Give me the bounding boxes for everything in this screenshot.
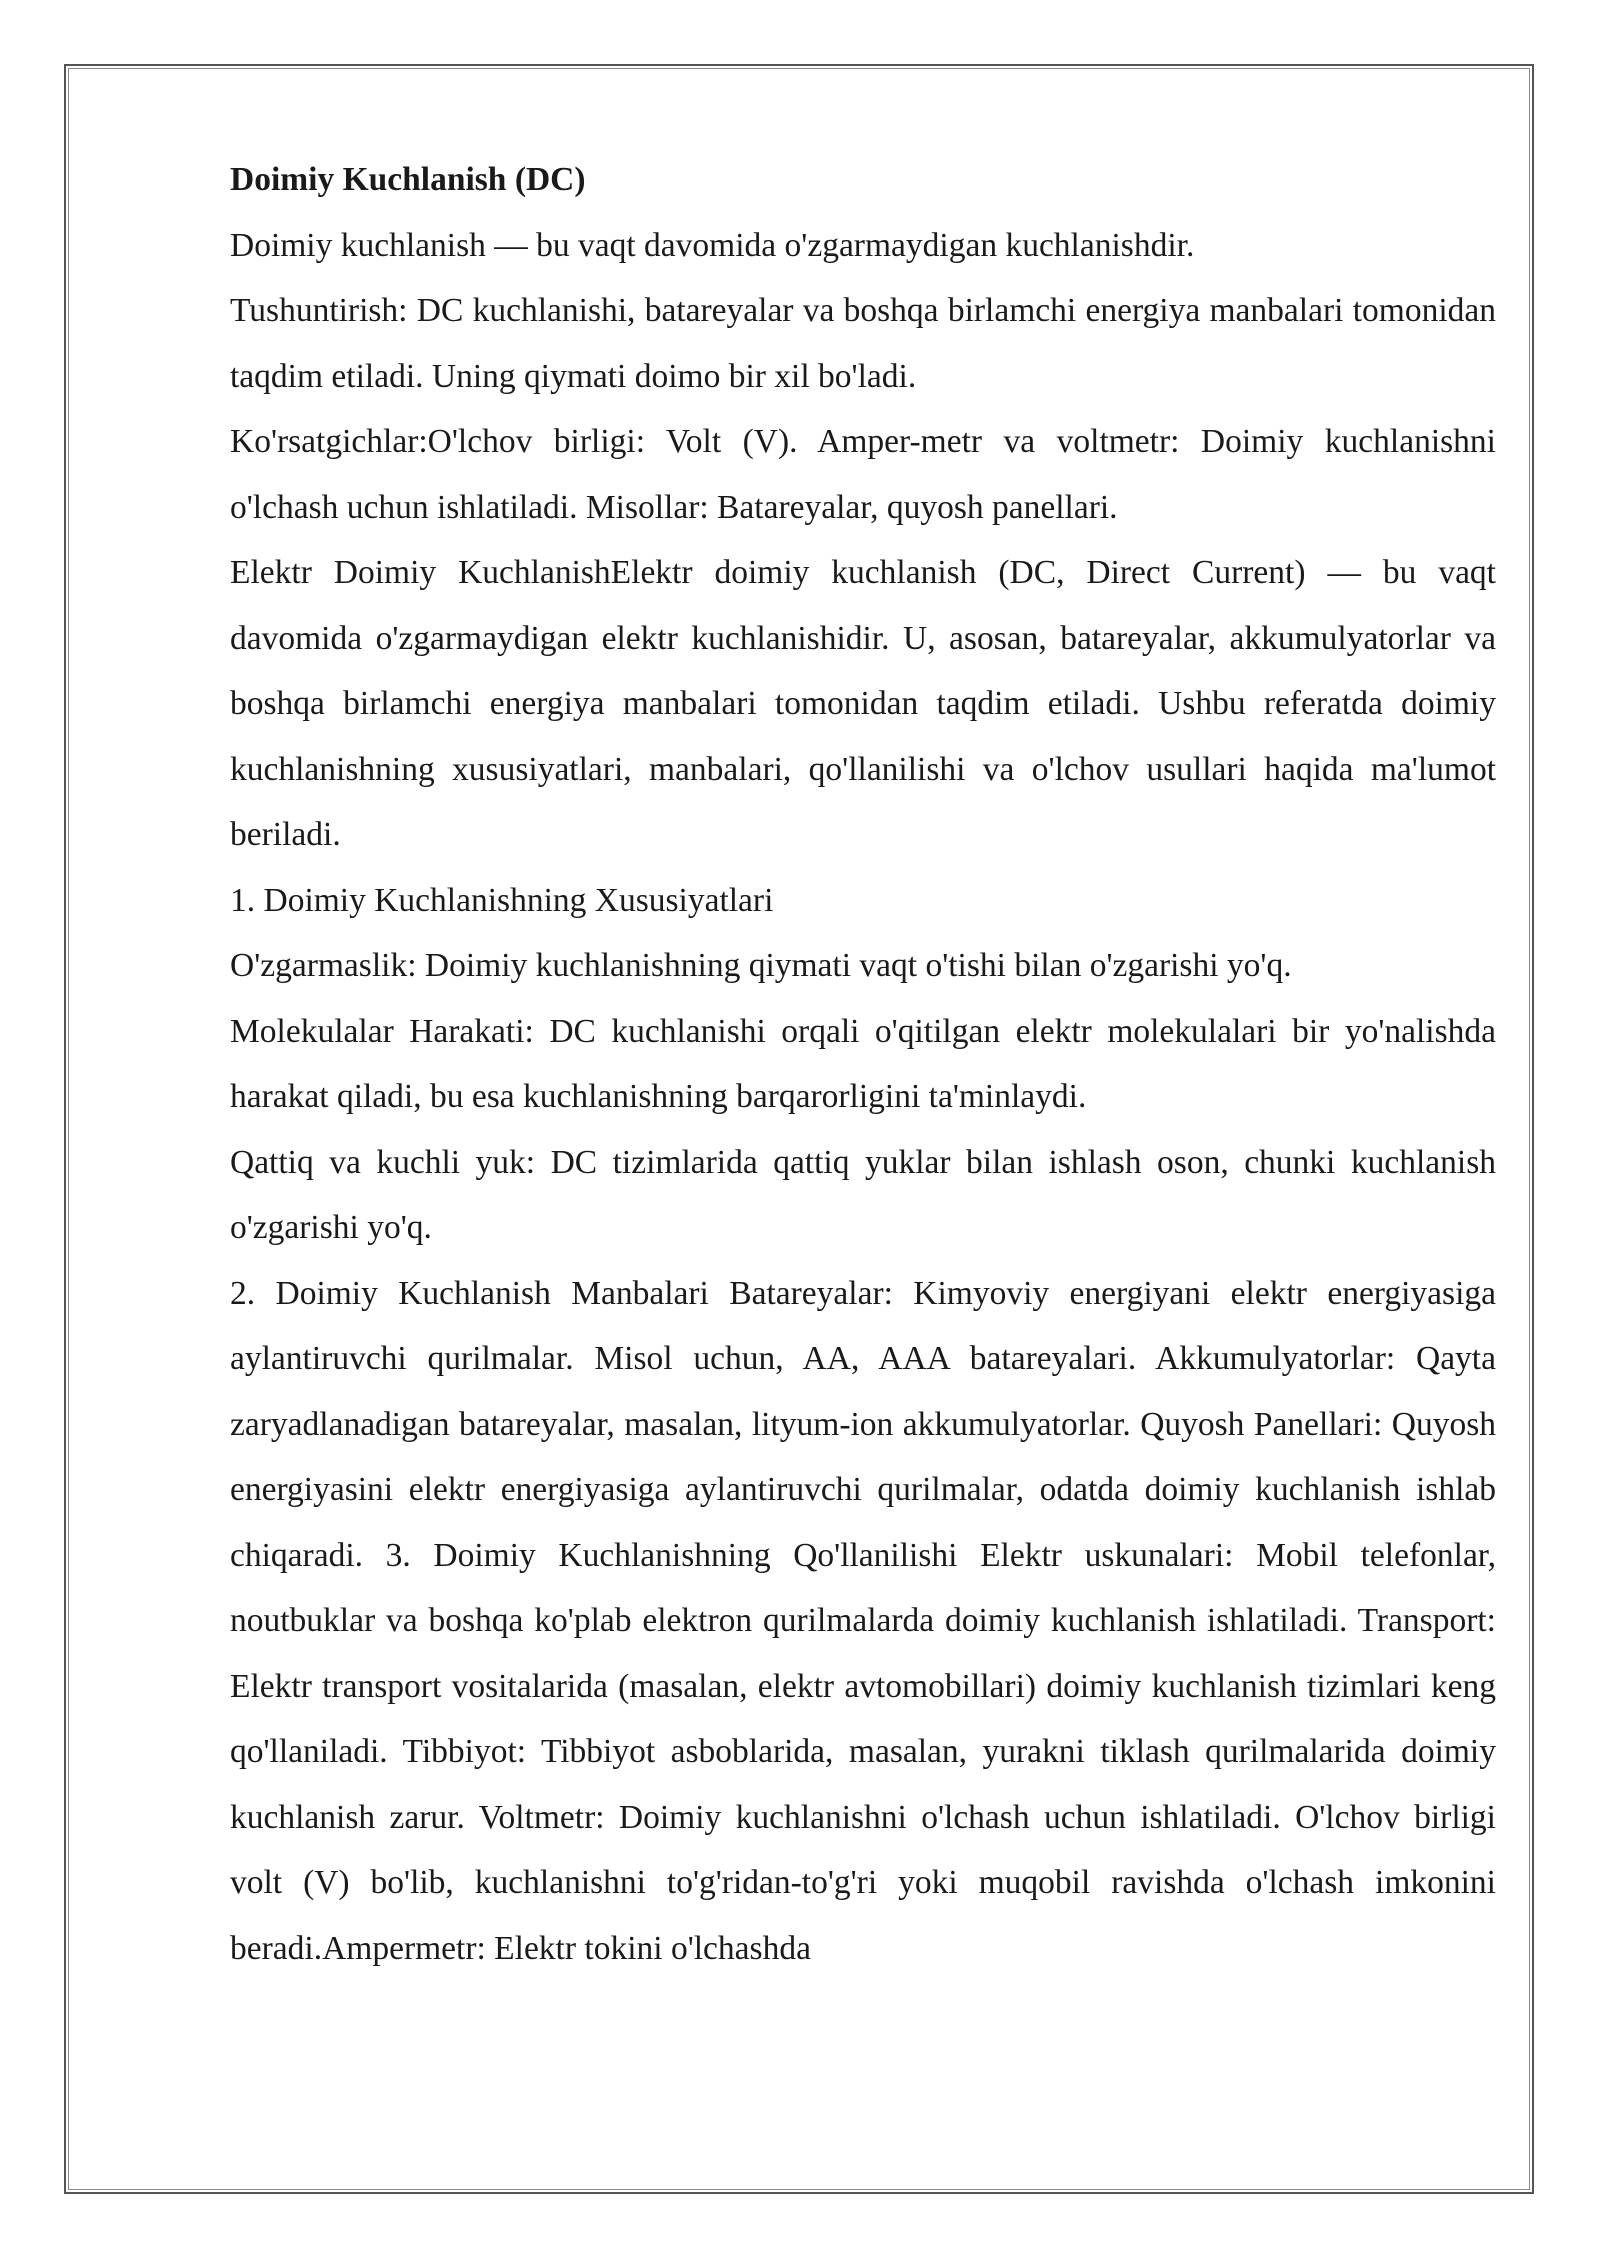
paragraph-explanation: Tushuntirish: DC kuchlanishi, batareyalar va boshqa birlamchi energiya manbalari tomonidan taqdim etiladi. Uning qiymati doimo bir xil bo'ladi. <box>230 292 1496 395</box>
section-heading-properties: 1. Doimiy Kuchlanishning Xususiyatlari <box>230 881 774 919</box>
paragraph-introduction: Elektr Doimiy KuchlanishElektr doimiy kuchlanish (DC, Direct Current) — bu vaqt davomida o'zgarmaydigan elektr kuchlanishidir. U, asosan, batareyalar, akkumulyatorlar va boshqa birlamchi energiya manbalari tomonidan taqdim etiladi. Ushbu referatda doimiy kuchlanishning xususiyatlari, manbalari, qo'llanilishi va o'lchov usullari haqida ma'lumot beriladi. <box>230 554 1496 853</box>
paragraph-load: Qattiq va kuchli yuk: DC tizimlarida qattiq yuklar bilan ishlash oson, chunki kuchlanish o'zgarishi yo'q. <box>230 1143 1496 1246</box>
paragraph-indicators: Ko'rsatgichlar:O'lchov birligi: Volt (V). Amper-metr va voltmetr: Doimiy kuchlanishni o'lchash uchun ishlatiladi. Misollar: Batareyalar, quyosh panellari. <box>230 423 1496 526</box>
paragraph-constancy: O'zgarmaslik: Doimiy kuchlanishning qiymati vaqt o'tishi bilan o'zgarishi yo'q. <box>230 947 1292 984</box>
paragraph-molecules: Molekulalar Harakati: DC kuchlanishi orqali o'qitilgan elektr molekulalari bir yo'nalishda harakat qiladi, bu esa kuchlanishning barqarorligini ta'minlaydi. <box>230 1012 1496 1115</box>
paragraph-sources-and-applications: 2. Doimiy Kuchlanish Manbalari Batareyalar: Kimyoviy energiyani elektr energiyasiga aylantiruvchi qurilmalar. Misol uchun, AA, AAA batareyalari. Akkumulyatorlar: Qayta zaryadlanadigan batareyalar, masalan, lityum-ion akkumulyatorlar. Quyosh Panellari: Quyosh energiyasini elektr energiyasiga aylantiruvchi qurilmalar, odatda doimiy kuchlanish ishlab chiqaradi. 3. Doimiy Kuchlanishning Qo'llanilishi Elektr uskunalari: Mobil telefonlar, noutbuklar va boshqa ko'plab elektron qurilmalarda doimiy kuchlanish ishlatiladi. Transport: Elektr transport vositalarida (masalan, elektr avtomobillari) doimiy kuchlanish tizimlari keng qo'llaniladi. Tibbiyot: Tibbiyot asboblarida, masalan, yurakni tiklash qurilmalarida doimiy kuchlanish zarur. Voltmetr: Doimiy kuchlanishni o'lchash uchun ishlatiladi. O'lchov birligi volt (V) bo'lib, kuchlanishni to'g'ridan-to'g'ri yoki muqobil ravishda o'lchash imkonini beradi.Ampermetr: Elektr tokini o'lchashda <box>230 1274 1496 1967</box>
paragraph-definition: Doimiy kuchlanish — bu vaqt davomida o'zgarmaydigan kuchlanishdir. <box>230 226 1195 264</box>
document-title: Doimiy Kuchlanish (DC) <box>230 161 586 198</box>
document-body <box>230 147 1496 1981</box>
